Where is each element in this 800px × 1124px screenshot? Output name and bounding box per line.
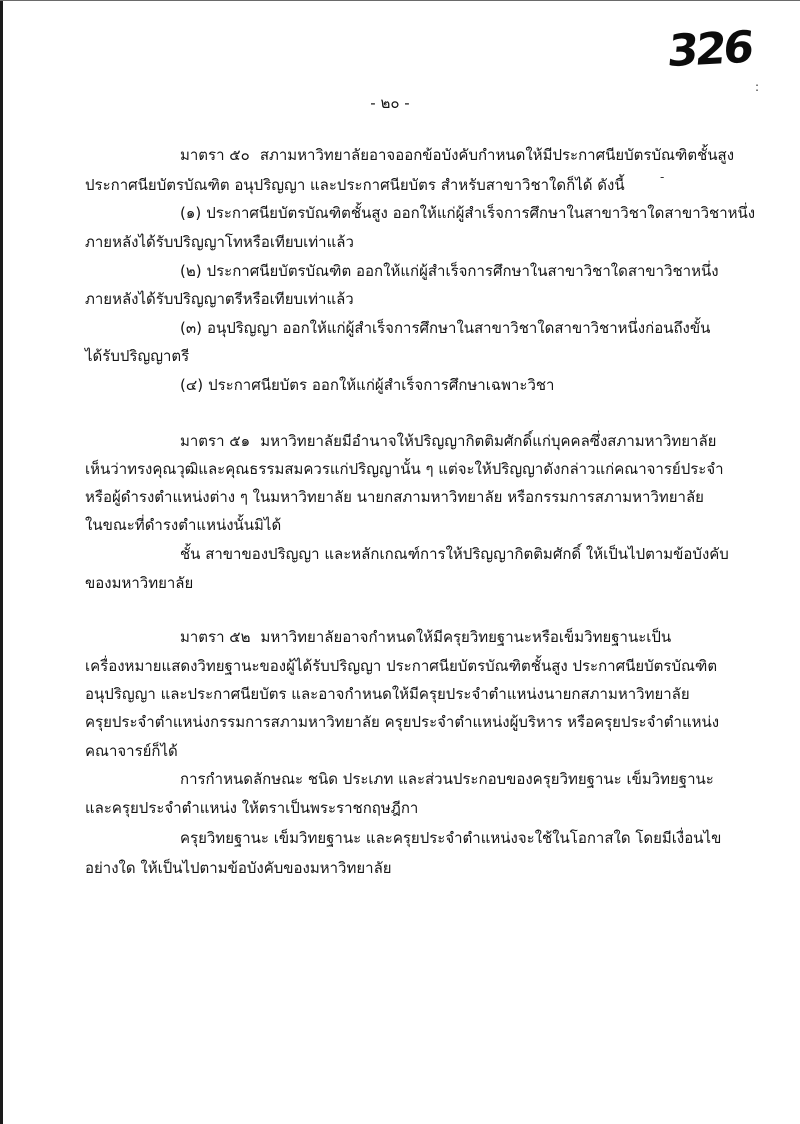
- section-50-item-3-line-1: [180, 318, 710, 338]
- section-52-paragraph-2-line-2: และครุยประจำตำแหน่ง ให้ตราเป็นพระราชกฤษฎีกา: [85, 799, 419, 817]
- section-51-line-1: [180, 431, 716, 451]
- page-number: - ๒๐ -: [370, 94, 410, 112]
- item-number: (๑): [180, 204, 202, 222]
- item-number: (๒): [180, 262, 202, 280]
- item-text: ประกาศนียบัตรบัณฑิตชั้นสูง ออกให้แก่ผู้สำเร็จการศึกษาในสาขาวิชาใดสาขาวิชาหนึ่ง: [206, 204, 756, 222]
- section-51-paragraph-2-line-2: ของมหาวิทยาลัย: [85, 574, 194, 592]
- section-52-text: มหาวิทยาลัยอาจกำหนดให้มีครุยวิทยฐานะหรือเข็มวิทยฐานะเป็น: [260, 628, 672, 646]
- item-number: (๔): [180, 376, 204, 394]
- section-52-line-1: [180, 627, 671, 647]
- section-51-heading: มาตรา ๕๑: [180, 432, 251, 450]
- section-50-line-1: [180, 145, 734, 165]
- section-50-item-3-line-2: ได้รับปริญญาตรี: [85, 347, 190, 365]
- section-50-item-2-line-2: ภายหลังได้รับปริญญาตรีหรือเทียบเท่าแล้ว: [85, 290, 354, 308]
- section-52-paragraph-2-line-1: การกำหนดลักษณะ ชนิด ประเภท และส่วนประกอบของครุยวิทยฐานะ เข็มวิทยฐานะ: [180, 770, 714, 788]
- section-52-line-4: ครุยประจำตำแหน่งกรรมการสภามหาวิทยาลัย ครุยประจำตำแหน่งผู้บริหาร หรือครุยประจำตำแหน่ง: [85, 713, 720, 731]
- section-52-line-5: คณาจารย์ก็ได้: [85, 742, 178, 760]
- section-50-line-2: ประกาศนียบัตรบัณฑิต อนุปริญญา และประกาศนียบัตร สำหรับสาขาวิชาใดก็ได้ ดังนี้: [85, 176, 625, 194]
- section-51-paragraph-2-line-1: ชั้น สาขาของปริญญา และหลักเกณฑ์การให้ปริญญากิตติมศักดิ์ ให้เป็นไปตามข้อบังคับ: [180, 545, 729, 563]
- section-50-item-1-line-2: ภายหลังได้รับปริญญาโทหรือเทียบเท่าแล้ว: [85, 233, 354, 251]
- scan-border-top: [0, 0, 800, 1]
- scan-border-left: [0, 0, 3, 1124]
- item-text: ประกาศนียบัตร ออกให้แก่ผู้สำเร็จการศึกษาเฉพาะวิชา: [208, 376, 555, 394]
- item-text: ประกาศนียบัตรบัณฑิต ออกให้แก่ผู้สำเร็จการศึกษาในสาขาวิชาใดสาขาวิชาหนึ่ง: [206, 262, 719, 280]
- item-text: อนุปริญญา ออกให้แก่ผู้สำเร็จการศึกษาในสาขาวิชาใดสาขาวิชาหนึ่งก่อนถึงขั้น: [206, 319, 711, 337]
- section-51-text: มหาวิทยาลัยมีอำนาจให้ปริญญากิตติมศักดิ์แก่บุคคลซึ่งสภามหาวิทยาลัย: [260, 432, 717, 450]
- section-52-heading: มาตรา ๕๒: [180, 628, 251, 646]
- section-50-item-2-line-1: [180, 261, 719, 281]
- section-50-heading: มาตรา ๕๐: [180, 146, 250, 164]
- handwritten-page-mark: 326: [665, 21, 754, 78]
- section-50-item-1-line-1: [180, 203, 755, 223]
- section-52-paragraph-3-line-2: อย่างใด ให้เป็นไปตามข้อบังคับของมหาวิทยาลัย: [85, 859, 392, 877]
- section-50-text: สภามหาวิทยาลัยอาจออกข้อบังคับกำหนดให้มีประกาศนียบัตรบัณฑิตชั้นสูง: [259, 146, 735, 164]
- section-51-line-3: หรือผู้ดำรงตำแหน่งต่าง ๆ ในมหาวิทยาลัย นายกสภามหาวิทยาลัย หรือกรรมการสภามหาวิทยาลัย: [85, 488, 704, 506]
- section-51-line-2: เห็นว่าทรงคุณวุฒิและคุณธรรมสมควรแก่ปริญญานั้น ๆ แต่จะให้ปริญญาดังกล่าวแก่คณาจารย์ประจำ: [85, 460, 724, 478]
- section-52-line-3: อนุปริญญา และประกาศนียบัตร และอาจกำหนดให้มีครุยประจำตำแหน่งนายกสภามหาวิทยาลัย: [85, 685, 690, 703]
- section-51-line-4: ในขณะที่ดำรงตำแหน่งนั้นมิได้: [85, 516, 282, 534]
- section-50-item-4-line-1: [180, 375, 554, 395]
- section-52-paragraph-3-line-1: ครุยวิทยฐานะ เข็มวิทยฐานะ และครุยประจำตำแหน่งจะใช้ในโอกาสใด โดยมีเงื่อนไข: [180, 829, 722, 847]
- scan-speck-dash: -: [660, 170, 665, 184]
- item-number: (๓): [180, 319, 202, 337]
- section-52-line-2: เครื่องหมายแสดงวิทยฐานะของผู้ได้รับปริญญา ประกาศนียบัตรบัณฑิตชั้นสูง ประกาศนียบัตรบัณฑิต: [85, 657, 718, 675]
- scan-speck-colon: :: [755, 80, 760, 94]
